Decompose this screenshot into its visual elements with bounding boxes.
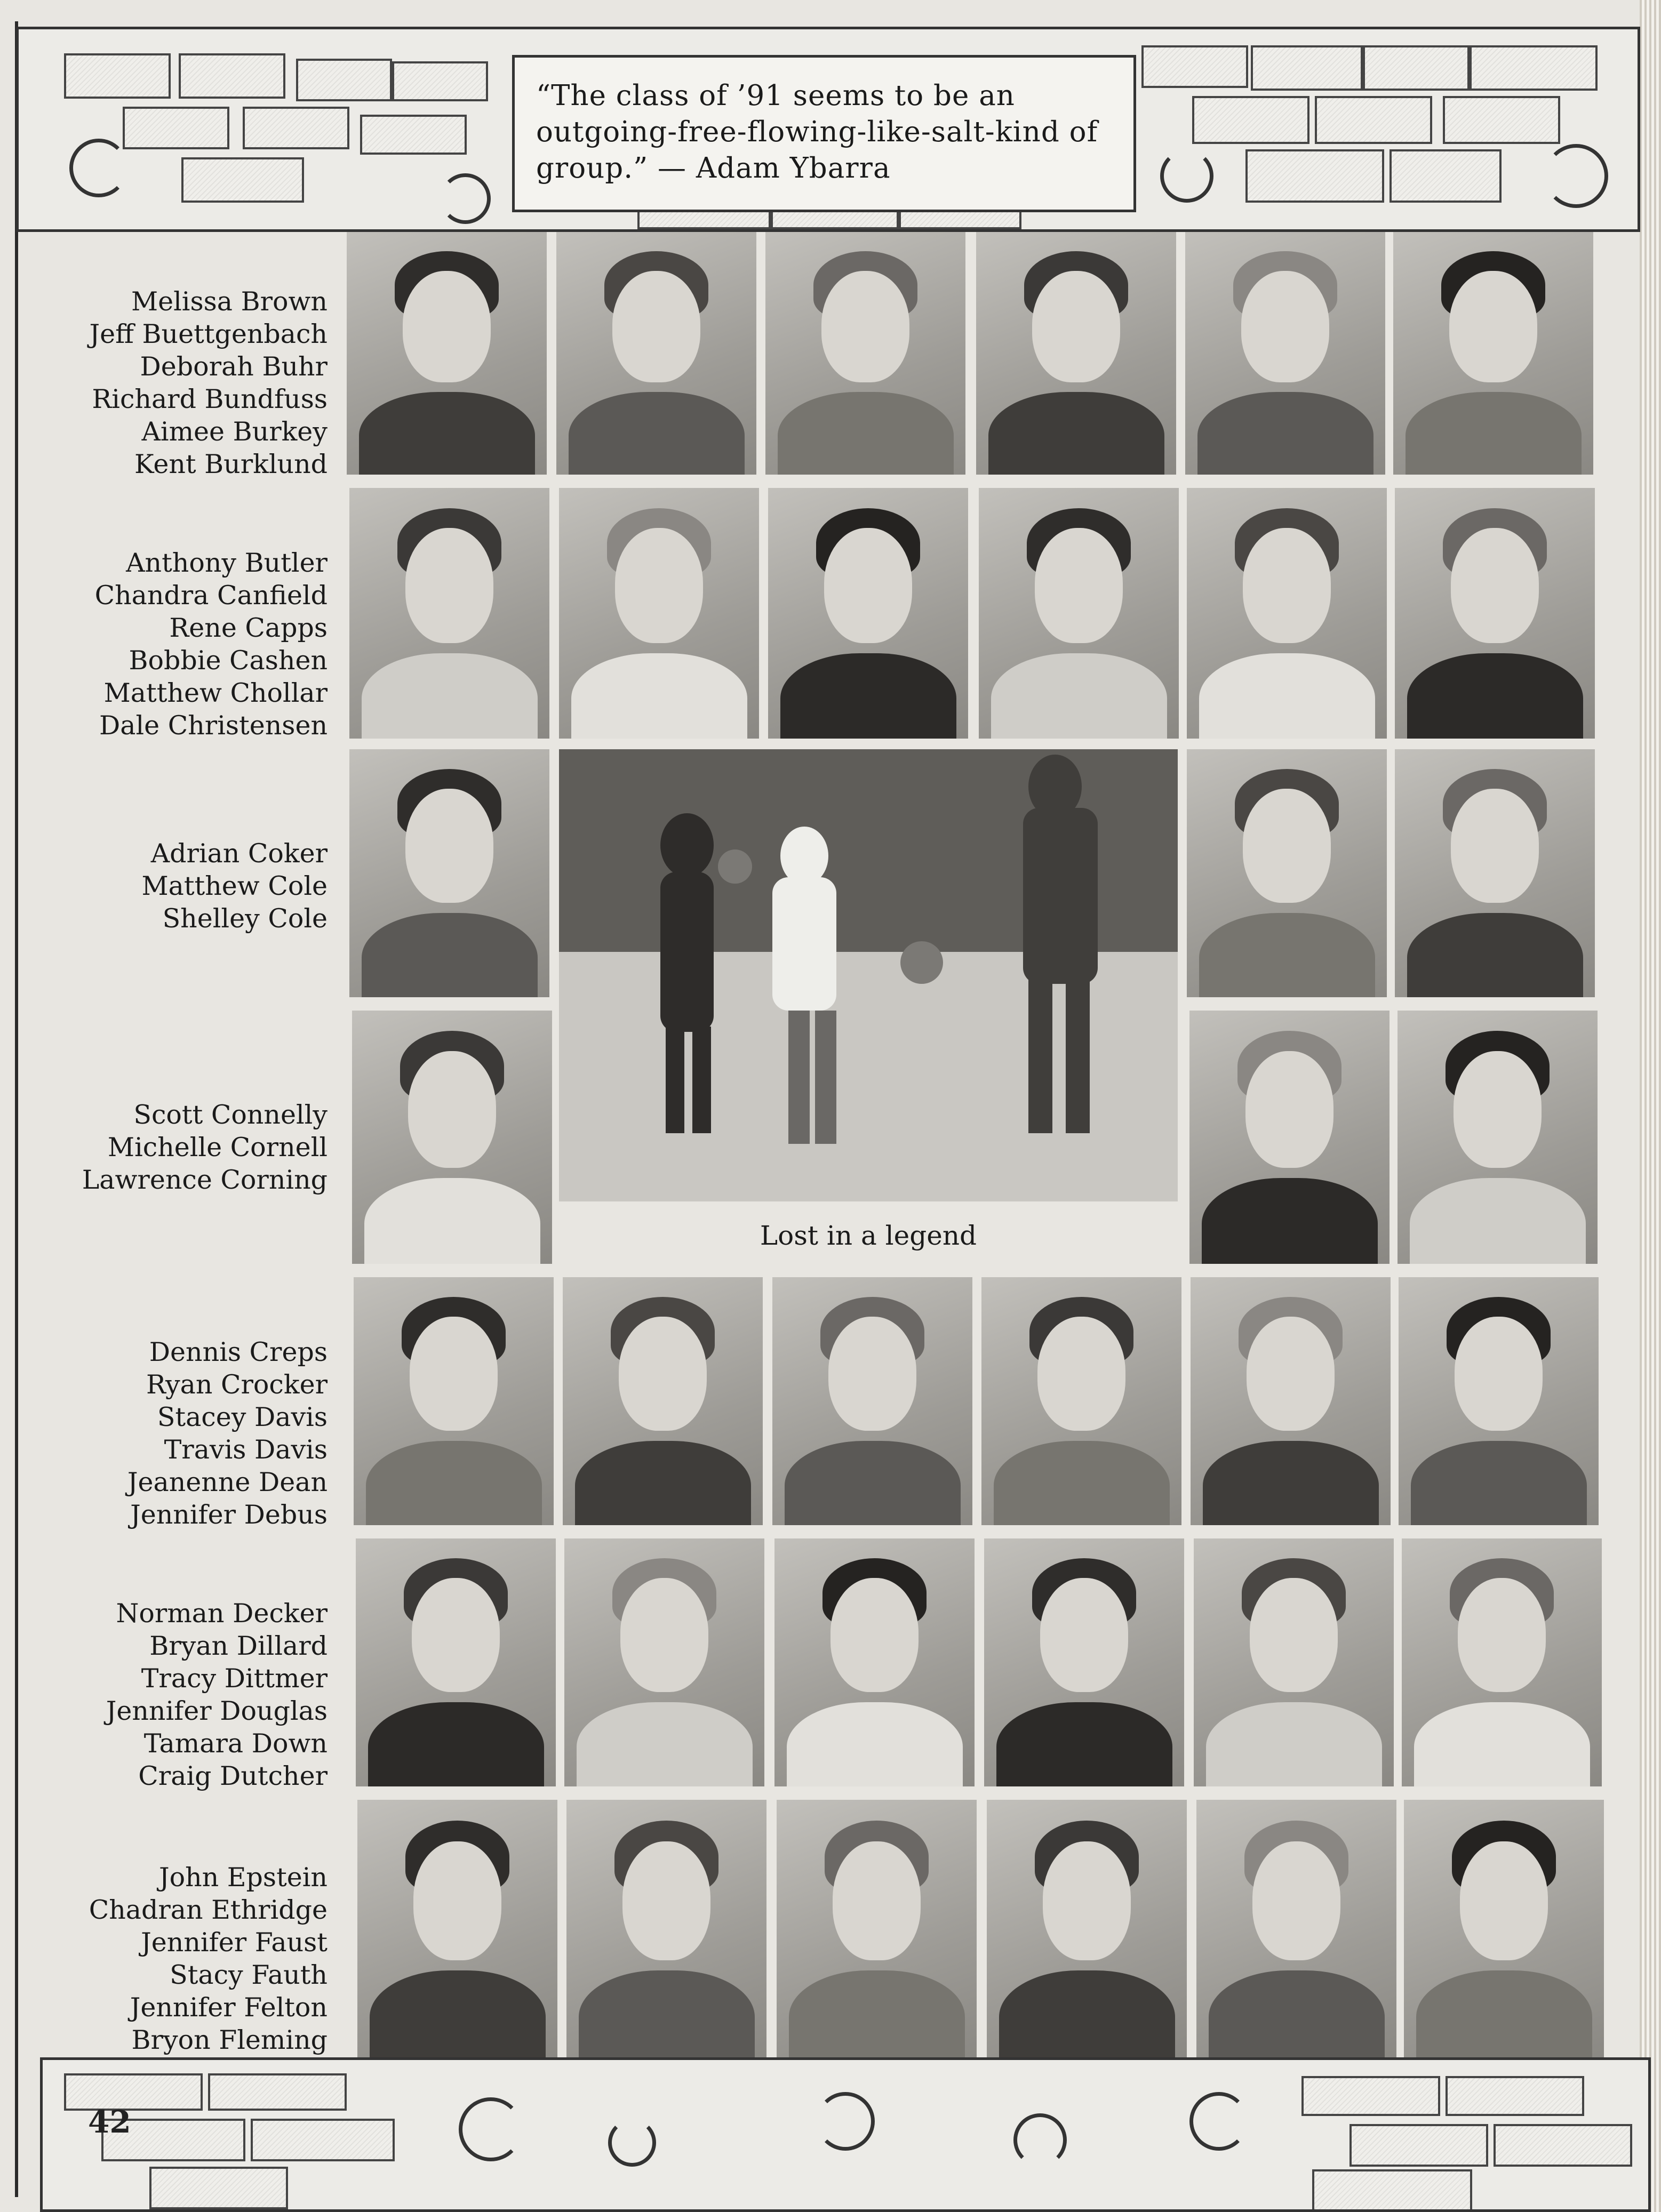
student-name: Jennifer Felton [130, 1992, 328, 2023]
scroll-ornament-icon [440, 173, 491, 224]
student-name: Jennifer Debus [130, 1500, 328, 1530]
brick-drawing [123, 107, 229, 149]
student-name: Kent Burklund [134, 449, 328, 479]
student-portrait [563, 1277, 763, 1525]
brick-drawing [179, 53, 285, 99]
student-name: John Epstein [158, 1862, 328, 1893]
brick-drawing [1443, 96, 1560, 144]
student-name: Dennis Creps [149, 1337, 328, 1367]
brick-drawing [1251, 45, 1363, 91]
student-portrait [352, 1011, 552, 1264]
brick-drawing [1494, 2124, 1632, 2167]
student-name: Jeff Buettgenbach [89, 319, 328, 349]
brick-drawing [243, 107, 349, 149]
scroll-ornament-icon [69, 139, 128, 197]
student-name: Jeanenne Dean [127, 1467, 328, 1497]
student-portrait [1393, 232, 1593, 475]
student-portrait [987, 1800, 1187, 2058]
brick-drawing [1349, 2124, 1488, 2167]
scroll-ornament-icon [1160, 149, 1213, 203]
brick-drawing [392, 61, 488, 101]
brick-drawing [1141, 45, 1248, 88]
student-name: Jennifer Faust [141, 1927, 328, 1958]
student-name: Aimee Burkey [141, 416, 328, 447]
student-portrait [356, 1538, 556, 1786]
scroll-ornament-icon [1013, 2113, 1067, 2167]
name-list [90, 285, 328, 480]
candid-photo-illustration [559, 749, 1178, 1201]
student-portrait [564, 1538, 764, 1786]
name-list [95, 547, 328, 742]
bottom-brick-banner [40, 2057, 1651, 2212]
page-number: 42 [88, 2104, 131, 2140]
scroll-ornament-icon [816, 2092, 875, 2151]
name-list [89, 1861, 328, 2056]
brick-drawing [360, 115, 467, 155]
student-portrait [556, 232, 756, 475]
quote-box [512, 55, 1136, 212]
scroll-ornament-icon [459, 2097, 523, 2161]
student-name: Chandra Canfield [94, 580, 328, 611]
name-list [82, 1099, 328, 1196]
student-portrait [1194, 1538, 1394, 1786]
candid-photo [559, 749, 1178, 1201]
student-portrait [354, 1277, 554, 1525]
student-name: Lawrence Corning [82, 1165, 328, 1195]
student-portrait [976, 232, 1176, 475]
student-name: Chadran Ethridge [89, 1895, 328, 1925]
student-name: Melissa Brown [131, 286, 328, 317]
student-portrait [1399, 1277, 1599, 1525]
brick-drawing [251, 2119, 395, 2161]
student-portrait [1185, 232, 1385, 475]
student-name: Shelley Cole [162, 903, 328, 934]
student-portrait [1395, 488, 1595, 739]
student-portrait [1191, 1277, 1391, 1525]
student-portrait [981, 1277, 1181, 1525]
student-name: Bobbie Cashen [129, 645, 328, 676]
student-name: Craig Dutcher [138, 1761, 328, 1791]
student-name: Stacy Fauth [170, 1960, 328, 1990]
name-list [127, 1336, 328, 1531]
student-name: Dale Christensen [99, 710, 328, 741]
brick-drawing [149, 2167, 288, 2209]
student-portrait [1395, 749, 1595, 997]
student-portrait [1404, 1800, 1604, 2058]
class-quote: “The class of ’91 seems to be an outgoing-free-flowing-like-salt-kind of group.” — Adam Ybarra [536, 79, 1098, 185]
student-portrait [772, 1277, 972, 1525]
student-name: Norman Decker [116, 1598, 328, 1629]
brick-drawing [296, 59, 392, 101]
student-portrait [566, 1800, 766, 2058]
student-name: Deborah Buhr [140, 351, 328, 382]
student-name: Stacey Davis [157, 1402, 328, 1432]
student-name: Travis Davis [164, 1434, 328, 1465]
scroll-ornament-icon [608, 2119, 656, 2167]
scroll-ornament-icon [1189, 2092, 1248, 2151]
brick-drawing [1363, 45, 1470, 91]
student-portrait [1187, 749, 1387, 997]
scroll-ornament-icon [1544, 144, 1608, 208]
student-portrait [357, 1800, 557, 2058]
student-name: Anthony Butler [126, 548, 328, 578]
student-name: Adrian Coker [150, 838, 328, 869]
student-portrait [347, 232, 547, 475]
student-portrait [1187, 488, 1387, 739]
brick-drawing [1446, 2076, 1584, 2116]
name-list [106, 1597, 328, 1792]
student-portrait [349, 749, 549, 997]
student-name: Tamara Down [143, 1728, 328, 1759]
student-name: Scott Connelly [133, 1100, 328, 1130]
student-portrait [765, 232, 965, 475]
student-name: Matthew Cole [141, 871, 328, 901]
brick-drawing [64, 2073, 203, 2111]
brick-drawing [1315, 96, 1432, 144]
brick-drawing [1301, 2076, 1440, 2116]
page-stack-edge [1640, 0, 1661, 2212]
brick-drawing [64, 53, 171, 99]
student-portrait [768, 488, 968, 739]
student-portrait [774, 1538, 975, 1786]
student-name: Bryon Fleming [131, 2025, 328, 2055]
top-brick-banner [16, 27, 1640, 232]
candid-photo-caption: Lost in a legend [760, 1220, 977, 1251]
brick-drawing [1390, 149, 1502, 203]
student-portrait [349, 488, 549, 739]
brick-drawing [1192, 96, 1309, 144]
student-portrait [1189, 1011, 1390, 1264]
student-name: Matthew Chollar [103, 678, 328, 708]
brick-drawing [1470, 45, 1598, 91]
student-portrait [1402, 1538, 1602, 1786]
student-name: Jennifer Douglas [106, 1696, 328, 1726]
brick-drawing [181, 157, 304, 203]
brick-drawing [1245, 149, 1384, 203]
student-name: Bryan Dillard [149, 1631, 328, 1661]
brick-drawing [208, 2073, 347, 2111]
student-name: Michelle Cornell [107, 1132, 328, 1163]
page-left-border [15, 21, 18, 2197]
student-portrait [984, 1538, 1184, 1786]
brick-drawing [1312, 2169, 1472, 2212]
student-name: Ryan Crocker [146, 1369, 328, 1400]
student-portrait [559, 488, 759, 739]
name-list [141, 837, 328, 935]
student-portrait [1398, 1011, 1598, 1264]
student-portrait [1196, 1800, 1396, 2058]
student-name: Tracy Dittmer [141, 1663, 328, 1694]
student-name: Richard Bundfuss [92, 384, 328, 414]
student-portrait [777, 1800, 977, 2058]
student-name: Rene Capps [169, 613, 328, 643]
student-portrait [979, 488, 1179, 739]
